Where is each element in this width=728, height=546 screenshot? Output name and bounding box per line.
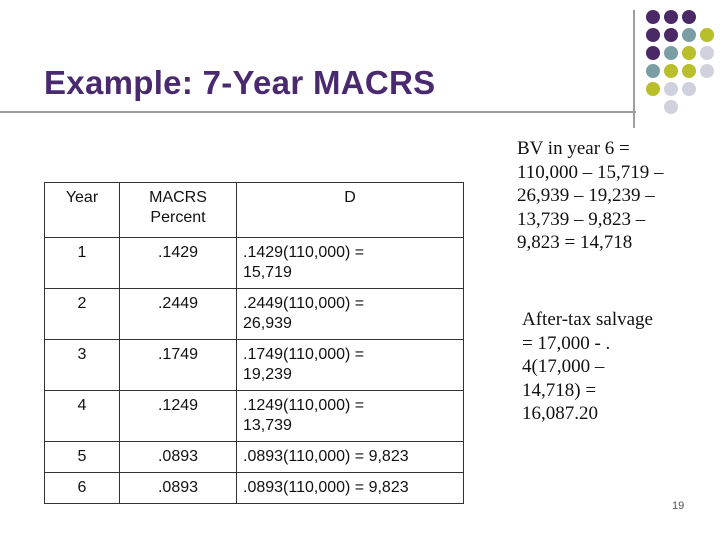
cell-d-line1: .1749(110,000) = [243,346,365,363]
cell-d-line2: 13,739 [243,417,292,434]
decorative-dot [646,10,660,24]
header-macrs-percent [120,183,237,238]
cell-d: .0893(110,000) = 9,823 [237,473,464,504]
cell-year: 3 [45,340,120,391]
decorative-dot [646,28,660,42]
table-row [45,442,464,473]
decorative-dot [700,46,714,60]
cell-percent: .2449 [120,289,237,340]
decorative-dot [664,28,678,42]
note-line: = 17,000 - . [522,332,611,354]
cell-d [237,340,464,391]
decorative-dot [664,82,678,96]
decorative-dot [682,10,696,24]
note-line: 13,739 – 9,823 – [517,208,646,230]
decorative-dot [700,28,714,42]
cell-d-line2: 19,239 [243,366,292,383]
decorative-dot-grid [646,10,726,120]
table-row [45,340,464,391]
cell-d-line1: .2449(110,000) = [243,295,365,312]
cell-d: .0893(110,000) = 9,823 [237,442,464,473]
decorative-dot [646,46,660,60]
table-row [45,473,464,504]
decorative-dot [700,64,714,78]
header-d: D [237,183,464,238]
note-line: BV in year 6 = [517,138,630,159]
cell-percent: .1749 [120,340,237,391]
decorative-dot [682,64,696,78]
cell-d-line2: 15,719 [243,264,292,281]
decorative-dot [664,46,678,60]
cell-year: 5 [45,442,120,473]
cell-d-line1: .1249(110,000) = [243,397,365,414]
cell-d-line2: 26,939 [243,315,292,332]
vertical-divider [633,10,635,128]
cell-year: 2 [45,289,120,340]
header-percent-line2: Percent [150,209,206,226]
note-line: 26,939 – 19,239 – [517,185,655,206]
table-row [45,238,464,289]
decorative-dot [646,82,660,96]
decorative-dot [682,82,696,96]
header-percent-line1: MACRS [149,189,207,206]
decorative-dot [664,10,678,24]
table-row [45,391,464,442]
header-year: Year [45,183,120,238]
cell-percent: .1429 [120,238,237,289]
note-line: 9,823 = 14,718 [517,232,633,253]
note-line: 16,087.20 [522,403,598,424]
table-header-row [45,183,464,238]
note-line: After-tax salvage [522,309,653,330]
note-line: 14,718) = [522,379,597,401]
slide-title: Example: 7-Year MACRS [44,64,436,101]
macrs-table [44,182,464,504]
after-tax-salvage-note [522,308,722,426]
cell-year: 6 [45,473,120,504]
horizontal-divider [0,111,636,113]
cell-d [237,289,464,340]
decorative-dot [682,28,696,42]
table-row [45,289,464,340]
cell-percent: .1249 [120,391,237,442]
cell-d [237,238,464,289]
cell-percent: .0893 [120,473,237,504]
cell-year: 1 [45,238,120,289]
note-line: 4(17,000 – [522,356,605,377]
decorative-dot [664,100,678,114]
book-value-note [517,137,722,255]
note-line: 110,000 – 15,719 – [517,161,664,183]
cell-d [237,391,464,442]
cell-d-line1: .1429(110,000) = [243,244,365,261]
cell-percent: .0893 [120,442,237,473]
decorative-dot [664,64,678,78]
decorative-dot [682,46,696,60]
slide-number: 19 [672,500,685,512]
decorative-dot [646,64,660,78]
cell-year: 4 [45,391,120,442]
